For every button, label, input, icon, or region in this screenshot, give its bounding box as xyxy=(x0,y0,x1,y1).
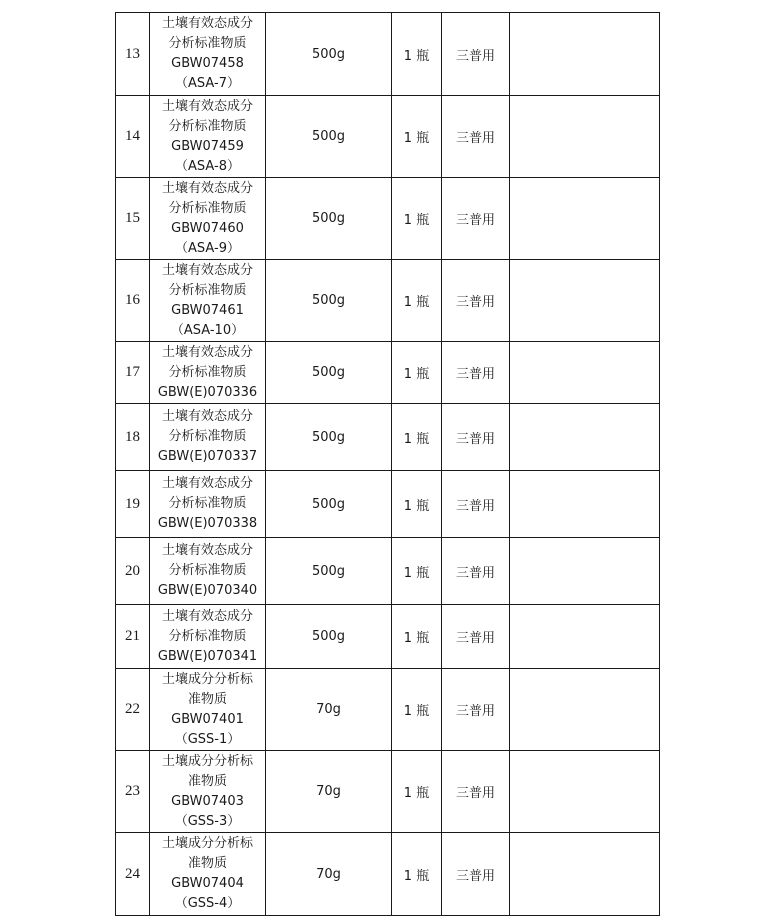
quantity-cell: 1 瓶 xyxy=(392,404,442,471)
row-number-cell: 13 xyxy=(116,13,150,96)
material-name-line: GBW(E)070341 xyxy=(157,648,258,664)
row-number-cell: 14 xyxy=(116,96,150,178)
material-name-cell xyxy=(150,260,266,342)
table-row xyxy=(116,96,660,178)
usage-cell: 三普用 xyxy=(442,404,510,471)
material-name-line: 分析标准物质 xyxy=(168,496,247,511)
usage-cell: 三普用 xyxy=(442,342,510,404)
remark-cell xyxy=(510,178,660,260)
quantity-cell: 1 瓶 xyxy=(392,471,442,538)
spec-cell: 70g xyxy=(266,669,392,751)
remark-cell xyxy=(510,260,660,342)
table-row xyxy=(116,605,660,669)
material-name-cell xyxy=(150,178,266,260)
quantity-cell: 1 瓶 xyxy=(392,751,442,833)
spec-cell: 500g xyxy=(266,178,392,260)
spec-cell: 500g xyxy=(266,605,392,669)
remark-cell xyxy=(510,669,660,751)
remark-cell xyxy=(510,404,660,471)
material-name-line: 土壤有效态成分 xyxy=(161,409,253,424)
row-number-cell: 16 xyxy=(116,260,150,342)
remark-cell xyxy=(510,471,660,538)
row-number-cell: 21 xyxy=(116,605,150,669)
material-name-line: 土壤有效态成分 xyxy=(161,262,253,278)
material-name-line: GBW(E)070340 xyxy=(157,583,258,598)
material-name-line: （ASA-7） xyxy=(175,76,240,91)
material-name-line: （ASA-10） xyxy=(170,322,245,338)
row-number-cell: 23 xyxy=(116,751,150,833)
material-name-line: 分析标准物质 xyxy=(168,118,247,134)
quantity-cell: 1 瓶 xyxy=(392,342,442,404)
material-name-cell xyxy=(150,96,266,178)
material-name-line: 土壤有效态成分 xyxy=(161,344,253,360)
material-name-line: （GSS-3） xyxy=(174,813,241,829)
material-name-line: GBW07401 xyxy=(171,711,244,727)
row-number-cell: 17 xyxy=(116,342,150,404)
material-name-line: 分析标准物质 xyxy=(168,364,247,380)
material-name-cell xyxy=(150,13,266,96)
material-name-cell xyxy=(150,833,266,916)
spec-cell: 500g xyxy=(266,260,392,342)
material-name-cell xyxy=(150,669,266,751)
material-name-line: 土壤有效态成分 xyxy=(161,16,253,31)
quantity-cell: 1 瓶 xyxy=(392,13,442,96)
material-name-cell xyxy=(150,605,266,669)
table-row xyxy=(116,342,660,404)
remark-cell xyxy=(510,13,660,96)
material-name-cell xyxy=(150,538,266,605)
usage-cell: 三普用 xyxy=(442,605,510,669)
material-name-cell xyxy=(150,471,266,538)
remark-cell xyxy=(510,605,660,669)
remark-cell xyxy=(510,538,660,605)
row-number-cell: 18 xyxy=(116,404,150,471)
quantity-cell: 1 瓶 xyxy=(392,178,442,260)
material-name-line: GBW(E)070338 xyxy=(157,516,258,531)
usage-cell: 三普用 xyxy=(442,260,510,342)
material-name-cell xyxy=(150,404,266,471)
material-name-cell xyxy=(150,751,266,833)
material-name-line: 土壤有效态成分 xyxy=(161,180,253,196)
usage-cell: 三普用 xyxy=(442,751,510,833)
material-name-line: GBW(E)070337 xyxy=(157,449,258,464)
material-name-line: 土壤有效态成分 xyxy=(161,98,253,114)
table-row xyxy=(116,669,660,751)
usage-cell: 三普用 xyxy=(442,96,510,178)
quantity-cell: 1 瓶 xyxy=(392,605,442,669)
row-number-cell: 24 xyxy=(116,833,150,916)
spec-cell: 500g xyxy=(266,96,392,178)
spec-cell: 500g xyxy=(266,342,392,404)
spec-cell: 70g xyxy=(266,751,392,833)
material-name-line: GBW07404 xyxy=(171,876,244,891)
material-name-line: 分析标准物质 xyxy=(168,563,247,578)
quantity-cell: 1 瓶 xyxy=(392,669,442,751)
usage-cell: 三普用 xyxy=(442,833,510,916)
material-name-line: 分析标准物质 xyxy=(168,628,247,644)
usage-cell: 三普用 xyxy=(442,13,510,96)
material-name-line: 土壤成分分析标 xyxy=(161,753,253,769)
remark-cell xyxy=(510,96,660,178)
material-name-line: 分析标准物质 xyxy=(168,282,247,298)
spec-cell: 500g xyxy=(266,471,392,538)
spec-cell: 500g xyxy=(266,13,392,96)
material-name-line: GBW07460 xyxy=(171,220,244,236)
material-name-line: 准物质 xyxy=(187,856,227,871)
table-row xyxy=(116,833,660,916)
material-name-line: 分析标准物质 xyxy=(168,200,247,216)
material-name-line: 准物质 xyxy=(187,691,227,707)
material-name-line: （ASA-9） xyxy=(175,240,240,256)
material-name-line: GBW07403 xyxy=(171,793,244,809)
material-name-line: 土壤有效态成分 xyxy=(161,543,253,558)
spec-cell: 70g xyxy=(266,833,392,916)
quantity-cell: 1 瓶 xyxy=(392,96,442,178)
table-row xyxy=(116,751,660,833)
remark-cell xyxy=(510,342,660,404)
material-name-line: GBW(E)070336 xyxy=(157,384,258,400)
usage-cell: 三普用 xyxy=(442,669,510,751)
row-number-cell: 20 xyxy=(116,538,150,605)
table-row xyxy=(116,404,660,471)
table-row xyxy=(116,13,660,96)
row-number-cell: 15 xyxy=(116,178,150,260)
material-name-line: 土壤成分分析标 xyxy=(161,671,253,687)
table-row xyxy=(116,471,660,538)
material-name-cell xyxy=(150,342,266,404)
material-name-line: 分析标准物质 xyxy=(168,36,247,51)
usage-cell: 三普用 xyxy=(442,538,510,605)
material-name-line: GBW07458 xyxy=(171,56,244,71)
remark-cell xyxy=(510,833,660,916)
table-row xyxy=(116,260,660,342)
quantity-cell: 1 瓶 xyxy=(392,260,442,342)
quantity-cell: 1 瓶 xyxy=(392,538,442,605)
material-name-line: 土壤有效态成分 xyxy=(161,608,253,624)
material-name-line: （GSS-1） xyxy=(174,731,241,747)
usage-cell: 三普用 xyxy=(442,471,510,538)
material-name-line: 土壤有效态成分 xyxy=(161,476,253,491)
remark-cell xyxy=(510,751,660,833)
material-name-line: （GSS-4） xyxy=(174,896,241,911)
spec-cell: 500g xyxy=(266,404,392,471)
material-name-line: GBW07459 xyxy=(171,138,244,154)
material-name-line: 分析标准物质 xyxy=(168,429,247,444)
materials-table xyxy=(115,12,660,916)
usage-cell: 三普用 xyxy=(442,178,510,260)
material-name-line: GBW07461 xyxy=(171,302,244,318)
spec-cell: 500g xyxy=(266,538,392,605)
material-name-line: （ASA-8） xyxy=(175,158,240,174)
table-body xyxy=(116,13,660,916)
quantity-cell: 1 瓶 xyxy=(392,833,442,916)
table-row xyxy=(116,538,660,605)
material-name-line: 准物质 xyxy=(187,773,227,789)
row-number-cell: 19 xyxy=(116,471,150,538)
table-row xyxy=(116,178,660,260)
row-number-cell: 22 xyxy=(116,669,150,751)
material-name-line: 土壤成分分析标 xyxy=(161,836,253,851)
